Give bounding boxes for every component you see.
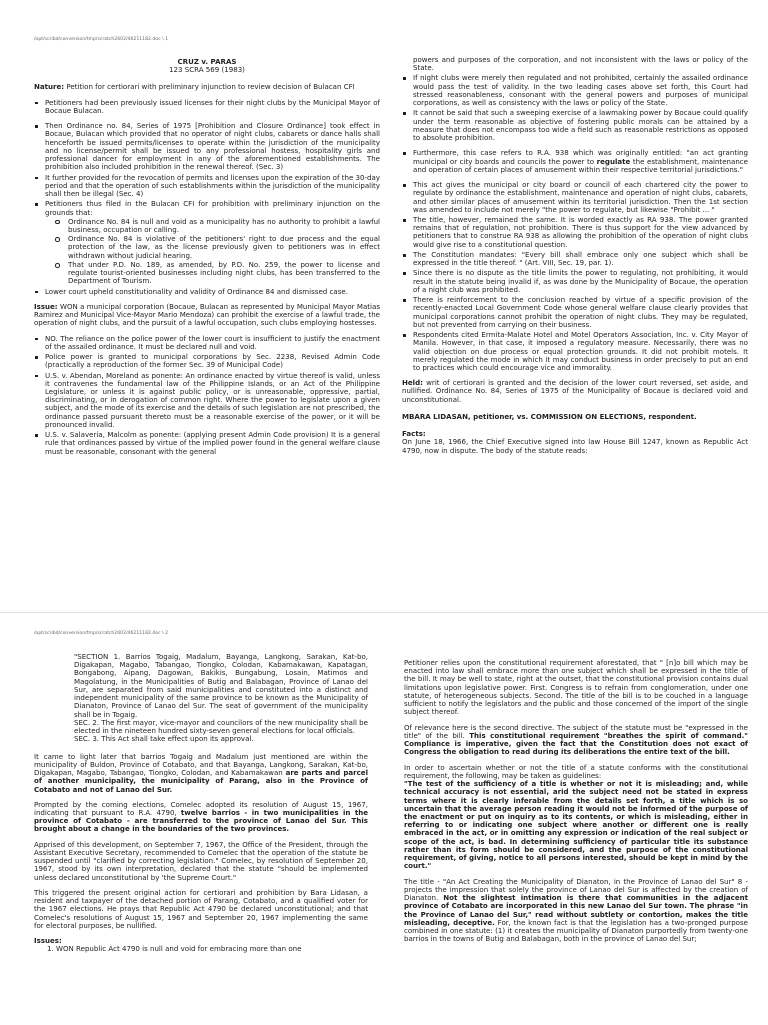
- list-item: The Constitution mandates: "Every bill shall embrace only one subject which shall be expressed in the title thereof. " (Art. VIII, Sec. 19, par. 1).: [402, 251, 748, 267]
- list-item: Lower court upheld constitutionality and validity of Ordinance 84 and dismissed case.: [34, 288, 380, 296]
- case-title: CRUZ v. PARAS: [177, 57, 237, 66]
- ascertain-paragraph: In order to ascertain whether or not the title of a statute conforms with the constitutional requirement, the following, may be taken as guidelines:: [404, 762, 748, 780]
- list-item: That under P.D. No. 189, as amended, by P.D. No. 259, the power to license and regulate tourist-oriented businesses including night clubs, has been transferred to the Department of Tourism.: [45, 261, 380, 286]
- issues-label: Issues:: [34, 936, 62, 946]
- facts-list-2: [34, 122, 380, 296]
- list-item: This act gives the municipal or city board or council of each chartered city the power to regulate by ordinance the establishment, maintenance and operation of night clubs, cabarets, and other similar places of amusement within its territorial jurisdiction. Then the 1st section was amended to include not merely "the power to regulate, but likewise "Prohibit ... ": [402, 181, 748, 214]
- nature-paragraph: Nature: Petition for certiorari with preliminary injunction to review decision of Bulacan CFI: [34, 82, 355, 92]
- list-item: If night clubs were merely then regulated and not prohibited, certainly the assailed ordinance would pass the test of validity. In the two leading cases above set forth, this Court had stressed reasonableness, consonant with the general powers and purposes of municipal corporations, as well as consistency with the laws or policy of the State.: [402, 74, 748, 107]
- list-item: Since there is no dispute as the title limits the power to regulating, not prohibiting, it would result in the statute being invalid if, as was done by the Municipality of Bocaue, the operation of a night club was prohibited.: [402, 269, 748, 294]
- list-item: It further provided for the revocation of permits and licenses upon the expiration of the 30-day period and that the operation of such establishments within the jurisdiction of the municipality shall then be illegal (Sec. 4): [34, 174, 380, 199]
- title-paragraph: The title - "An Act Creating the Municipality of Dianaton, in the Province of Lanao del Sur" 8 - projects the impression that solely the province of Lanao del Sur is affected by the creation of Dianaton. Not the slightest intimation is there that communities in the adjacent province of Cotabato are incorporated in this new Lanao del Sur town. The phrase "in the Province of Lanao del Sur," read without subtlety or contortion, makes the title misleading, deceptive. For, the known fact is that the legislation has a two-pronged purpose combined in one statute: (1) it creates the municipality of Dianaton purportedly from twenty-one barrios in the towns of Butig and Balabagan, both in the province of Lanao del Sur;: [404, 876, 748, 944]
- right-column: [402, 56, 748, 462]
- list-item: There is reinforcement to the conclusion reached by virtue of a specific provision of the recently-enacted Local Government Code whose general welfare clause clearly provides that municipal corporations cannot prohibit the operation of night clubs. They may be regulated, but not prevented from carrying on their business.: [402, 296, 748, 329]
- triggered-paragraph: This triggered the present original action for certiorari and prohibition by Bara Lidasan, a resident and taxpayer of the detached portion of Parang, Cotabato, and a qualified voter for the 1967 elections. He prays that Republic Act 4790 be declared unconstitutional; and that Comelec's resolutions of August 15, 1967 and September 20, 1967 implementing the same for electoral purposes, be nullified.: [34, 887, 368, 930]
- list-item: Then Ordinance no. 84, Series of 1975 [Prohibition and Closure Ordinance] took effect in Bocaue, Bulacan which provided that no operator of night clubs, cabarets or dance halls shall henceforth be issued permits/licenses to operate within the jurisdiction of the municipality and no license/permit shall be issued to any professional hostess, hospitality girls and professional dancer for employment in any of the aforementioned establishments. The prohibition also included prohibition in the renewal thereof. (Sec. 3): [34, 122, 380, 171]
- case-citation: 123 SCRA 569 (1983): [169, 65, 245, 75]
- list-item: U.S. v. Abendan, Moreland as ponente: An ordinance enacted by virtue thereof is valid, unless it contravenes the fundamental law of the Philippine Islands, or an Act of the Philippine Legislature, or unless it is against public policy, or is unreasonable, oppressive, partial, discriminating, or in derogation of common right. Where the power to legislate upon a given subject, and the mode of its exercise and the details of such legislation are not prescribed, the ordinance passed pursuant thereto must be a reasonable exercise of the power, or it will be pronounced invalid.: [34, 372, 380, 430]
- list-item: Petitioners thus filed in the Bulacan CFI for prohibition with preliminary injunction on the grounds that: Ordinance No. 84 is null and void as a municipality has no authority to prohibit a lawful business, occupation or calling. Ordinance No. 84 is violative of the petitioners' right to due process and the equal protection of the law, as the license previously given to petitioners was in effect withdrawn without judicial hearing. That under P.D. No. 189, as amended, by P.D. No. 259, the power to license and regulate tourist-oriented businesses including night clubs, has been transferred to the Department of Tourism.: [34, 200, 380, 285]
- issue-paragraph: Issue: WON a municipal corporation (Bocaue, Bulacan as represented by Municipal Mayor Matias Ramirez and Municipal Vice-Mayor Mario Mendoza) can prohibit the exercise of a lawful trade, the operation of night clubs, and the pursuit of a lawful occupation, such clubs employing hostesses.: [34, 301, 380, 328]
- analysis-list-2: [402, 149, 748, 174]
- list-item: Furthermore, this case refers to R.A. 938 which was originally entitled: "an act granting municipal or city boards and councils the power to regulate the establishment, maintenance and operation of certain places of amusement within their respective territorial jurisdictions.": [402, 149, 748, 174]
- right-column-page2: [404, 659, 748, 951]
- left-column-page2: [34, 653, 368, 954]
- page-header-path: /opt/scribd/conversion/tmp/scratch2602/46211182.doc \ 2: [34, 631, 169, 636]
- continued-text: powers and purposes of the corporation, and not inconsistent with the laws or policy of the State.: [413, 55, 748, 73]
- barrios-paragraph: It came to light later that barrios Togaig and Madalum just mentioned are within the municipality of Buldon, Province of Cotabato, and that Bayanga, Langkong, Sarakan, Kat-bo, Digakapan, Magabo, Tabangao, Tiongko, Colodan, and Kabamakawan are parts and parcel of another municipality, the municipality of Parang, also in the Province of Cotabato and not of Lanao del Sur.: [34, 751, 368, 794]
- comelec-paragraph: Prompted by the coming elections, Comelec adopted its resolution of August 15, 1967, indicating that pursuant to R.A. 4790, twelve barrios - in two municipalities in the province of Cotabato - are transferred to the province of Lanao del Sur. This brought about a change in the boundaries of the two provinces.: [34, 799, 368, 834]
- relevance-paragraph: Of relevance here is the second directive. The subject of the statute must be "expressed in the title" of the bill. This constitutional requirement "breathes the spirit of command." Compliance is imperative, given the fact that the Constitution does not exact of Congress the obligation to read during its deliberations the entire text of the bill.: [404, 722, 748, 757]
- left-column: [34, 58, 380, 463]
- list-item: It cannot be said that such a sweeping exercise of a lawmaking power by Bocaue could qualify under the term reasonable as objective of fostering public morals can be attained by a measure that does not encompass too wide a field such as reasonable restrictions as opposed to absolute prohibition.: [402, 109, 748, 142]
- list-item: U.S. v. Salaveria, Malcolm as ponente: (applying present Admin Code provision) It is a general rule that ordinances passed by virtue of the implied power found in the general welfare clause must be reasonable, consonant with the general: [34, 431, 380, 456]
- page-header-path: /opt/scribd/conversion/tmp/scratch2602/46211182.doc \ 1: [34, 37, 169, 42]
- list-item: The title, however, remained the same. It is worded exactly as RA 938. The power granted remains that of regulation, not prohibition. There is thus support for the view advanced by petitioners that to construe RA 938 as allowing the prohibition of the operation of night clubs would give rise to a constitutional question.: [402, 216, 748, 249]
- list-item: Ordinance No. 84 is null and void as a municipality has no authority to prohibit a lawful business, occupation or calling.: [45, 218, 380, 234]
- list-item: 1. WON Republic Act 4790 is null and void for embracing more than one: [56, 945, 368, 953]
- held-paragraph: Held: writ of certiorari is granted and the decision of the lower court reversed, set aside, and nullified. Ordinance No. 84, Series of 1975 of the Municipality of Bocaue is declared void and unconstitutional.: [402, 378, 748, 404]
- list-item: Petitioners had been previously issued licenses for their night clubs by the Municipal Mayor of Bocaue Bulacan.: [34, 99, 380, 115]
- facts-paragraph: On June 18, 1966, the Chief Executive signed into law House Bill 1247, known as Republic Act 4790, now in dispute. The body of the statute reads:: [402, 437, 748, 455]
- list-item: Ordinance No. 84 is violative of the petitioners' right to due process and the equal protection of the law, as the license previously given to petitioners was in effect withdrawn without judicial hearing.: [45, 235, 380, 260]
- ruling-list: [34, 335, 380, 456]
- apprised-paragraph: Apprised of this development, on September 7, 1967, the Office of the President, through the Assistant Executive Secretary, recommended to Comelec that the operation of the statute be suspended until "clarified by correcting legislation." Comelec, by resolution of September 20, 1967, stood by its own interpretation, declared that the statute "should be implemented unless declared unconstitutional by 'the Supreme Court.": [34, 839, 368, 882]
- list-item: NO. The reliance on the police power of the lower court is insufficient to justify the enactment of the assailed ordinance. It must be declared null and void.: [34, 335, 380, 351]
- grounds-list: [45, 218, 380, 286]
- statute-quote: "SECTION 1. Barrios Togaig, Madalum, Bayanga, Langkong, Sarakan, Kat-bo, Digakapan, Magabo, Tabangao, Tiongko, Colodan, Kabamakawan, Kapatagan, Bongabong, Aipang, Dagowan, Bakikis, Bungabung, Losain, Matimos and Magolatung, in the Municipalities of Butig and Balabagan, Province of Lanao del Sur, are separated from said municipalities and constituted into a distinct and independent municipality of the same province to be known as the Municipality of Dianaton, Province of Lanao del Sur. The seat of government of the municipality shall be in Togaig. SEC. 2. The first mayor, vice-mayor and councilors of the new municipality shall be elected in the nineteen hundred sixty-seven general elections for local officials. SEC. 3. This Act shall take effect upon its approval.: [74, 652, 368, 744]
- analysis-list-3: [402, 181, 748, 372]
- list-item: Respondents cited Ermita-Malate Hotel and Motel Operators Association, Inc. v. City Mayor of Manila. However, in that case, it imposed a regulatory measure. Necessarily, there was no valid objection on due process or equal protection grounds. It did not prohibit motels. It merely regulated the mode in which it may conduct business in order precisely to put an end to practices which could encourage vice and immorality.: [402, 331, 748, 372]
- test-paragraph: "The test of the sufficiency of a title is whether or not it is misleading; and, while technical accuracy is not essential, arid the subject need not be stated in express terms where it is clearly inferable from the details set forth, a title which is so uncertain that the average person reading it would not be informed of the purpose of the enactment or put on inquiry as to its contents, or which is misleading, either in referring to or indicating one subject where another or different one is really embraced in the act, or in omitting any expression or indication of the real subject or scope of the act, is bad. In determining sufficiency of particular title its substance rather than its form should be considered, and the purpose of the constitutional requirement, of giving, notice to all persons interested, should be kept in mind by the court.": [404, 779, 748, 871]
- facts-list: [34, 99, 380, 115]
- analysis-list: [402, 74, 748, 142]
- relies-paragraph: Petitioner relies upon the constitutional requirement aforestated, that " [n]o bill which may be enacted into law shall embrace more than one subject which shall be expressed in the title of the bill. It may be well to state, right at the outset, that the constitutional provision contains dual limitations upon legislative power. First. Congress is to refrain from conglomeration, under one statute, of heterogeneous subjects. Second. The title of the bill is to be couched in a language sufficient to notify the legislators and the public and those concerned of the import of the single subject thereof.: [404, 658, 748, 717]
- facts-label: Facts:: [402, 429, 426, 439]
- list-item: Police power is granted to municipal corporations by Sec. 2238, Revised Admin Code (practically a reproduction of the former Sec. 39 of Municipal Code): [34, 353, 380, 369]
- issues-list: [34, 945, 368, 953]
- case2-title: MBARA LIDASAN, petitioner, vs. COMMISSION ON ELECTIONS, respondent.: [402, 411, 697, 421]
